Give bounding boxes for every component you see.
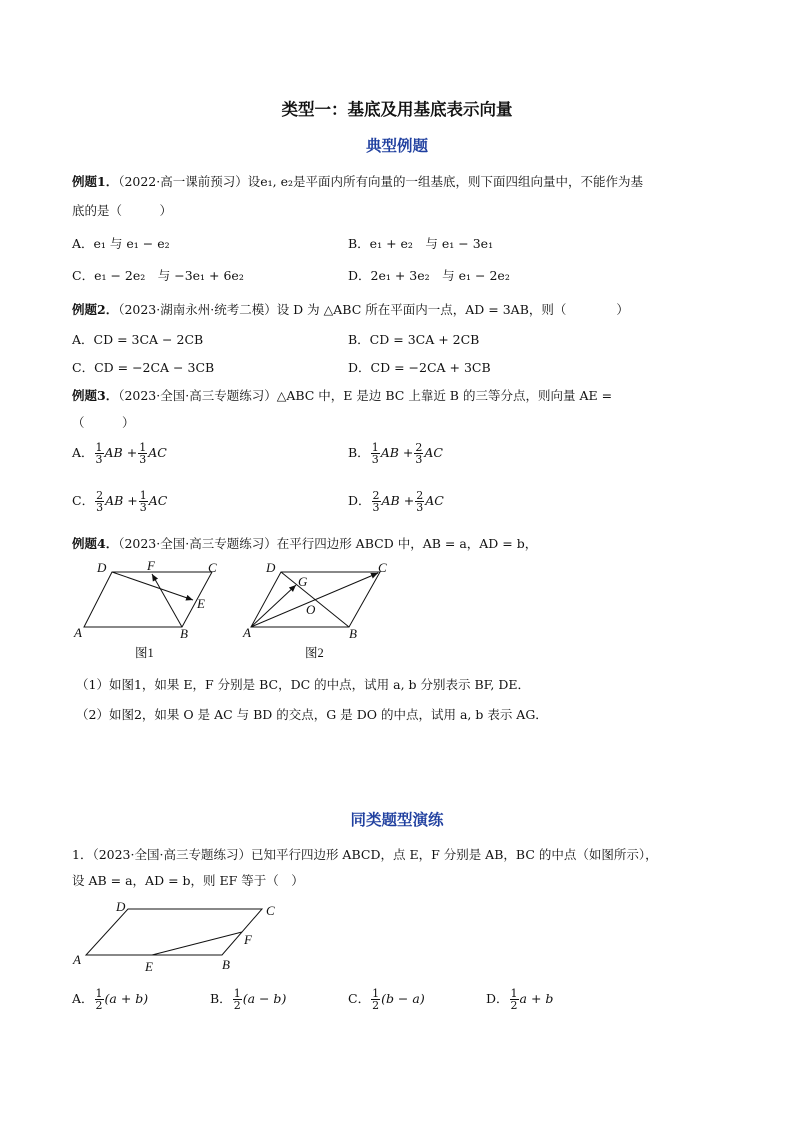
example-1-text: （2022·高一课前预习）设e₁, e₂是平面内所有向量的一组基底，则下面四组向量中，不能作为基 [118,174,644,189]
figure-2-caption: 图2 [305,646,324,660]
example-4-label: 例题4． [72,536,119,551]
example-3-option-d: D． $\frac{2}{3}$ AB + $\frac{2}{3}$ AC [348,489,444,514]
fraction: $\frac{2}{3}$ [372,489,380,514]
fraction: $\frac{1}{3}$ [95,441,103,466]
point-d-label: D [116,899,126,914]
practice-option-a: A． $\frac{1}{2}$ (a + b) [72,987,149,1012]
example-3-stem-cont: （ ） [72,415,135,430]
fraction: $\frac{2}{3}$ [96,489,104,514]
fraction: $\frac{1}{2}$ [95,987,103,1012]
practice-question-1: 1．（2023·全国·高三专题练习）已知平行四边形 ABCD，点 E，F 分别是 AB，BC 的中点（如图所示）， [72,847,658,862]
practice-option-b: B． $\frac{1}{2}$ (a − b) [210,987,287,1012]
fraction: $\frac{2}{3}$ [415,441,423,466]
example-3-text: （2023·全国·高三专题练习）△ABC 中，E 是边 BC 上靠近 B 的三等分点，则向量 AE = [118,388,613,403]
point-g-label: G [298,574,308,589]
section-subtitle: 典型例题 [365,137,428,155]
example-3-option-a: A． $\frac{1}{3}$ AB + $\frac{1}{3}$ AC [72,441,167,466]
option-letter: C． [72,493,95,508]
point-f-label: F [244,932,252,947]
fraction: $\frac{1}{3}$ [139,489,147,514]
example-3-stem [72,386,612,404]
point-c-label: C [208,560,217,575]
option-letter: B． [348,445,370,460]
practice-option-c: C． $\frac{1}{2}$ (b − a) [348,987,425,1012]
point-b-label: B [349,626,357,641]
example-1-option-a: A．e₁ 与 e₁ − e₂ [72,236,170,251]
option-letter: D． [348,493,371,508]
example-2-option-d: D．CD = −2CA + 3CB [348,360,491,375]
example-3-option-b: B． $\frac{1}{3}$ AB + $\frac{2}{3}$ AC [348,441,443,466]
vector-ag [251,585,296,627]
example-1-option-c: C．e₁ − 2e₂ 与 −3e₁ + 6e₂ [72,268,244,283]
fraction: $\frac{2}{3}$ [416,489,424,514]
example-4-text: （2023·全国·高三专题练习）在平行四边形 ABCD 中，AB = a，AD = b， [118,536,538,551]
point-b-label: B [222,957,230,972]
point-f-label: F [147,558,155,573]
example-2-text: （2023·湖南永州·统考二模）设 D 为 △ABC 所在平面内一点，AD = 3AB，则（ ） [118,302,629,317]
fraction: $\frac{1}{2}$ [510,987,518,1012]
example-2-stem [72,300,629,318]
point-a-label: A [74,625,82,640]
practice-figure [70,898,292,976]
segment-ef [152,932,242,955]
point-a-label: A [243,625,251,640]
example-2-label: 例题2． [72,302,119,317]
example-2-option-a: A．CD = 3CA − 2CB [72,332,204,347]
practice-option-d: D． $\frac{1}{2}$ a + b [486,987,554,1012]
example-3-label: 例题3． [72,388,119,403]
point-d-label: D [266,560,276,575]
vector-ac [251,573,378,627]
example-3-option-c: C． $\frac{2}{3}$ AB + $\frac{1}{3}$ AC [72,489,168,514]
page-title: 类型一：基底及用基底表示向量 [281,100,513,119]
figure-2-parallelogram [238,556,398,662]
example-2-option-c: C．CD = −2CA − 3CB [72,360,215,375]
point-e-label: E [145,959,153,974]
example-4-stem [72,534,537,552]
example-1-stem [72,172,643,190]
option-letter: A． [72,445,94,460]
point-d-label: D [97,560,107,575]
figure-1-caption: 图1 [135,646,154,660]
practice-subtitle: 同类题型演练 [350,811,444,829]
example-1-option-d: D．2e₁ + 3e₂ 与 e₁ − 2e₂ [348,268,510,283]
point-b-label: B [180,626,188,641]
example-2-option-b: B．CD = 3CA + 2CB [348,332,480,347]
point-c-label: C [266,903,275,918]
example-1-label: 例题1． [72,174,119,189]
practice-question-1-cont: 设 AB = a，AD = b，则 EF 等于（ ） [72,873,304,888]
vector-bf [152,574,182,627]
fraction: $\frac{1}{2}$ [372,987,380,1012]
point-a-label: A [73,952,81,967]
vector-de [112,572,193,600]
example-1-stem-cont: 底的是（ ） [72,203,173,218]
figure-1-parallelogram [68,556,228,662]
fraction: $\frac{1}{3}$ [139,441,147,466]
fraction: $\frac{1}{3}$ [371,441,379,466]
point-o-label: O [306,602,316,617]
parallelogram-abcd [86,909,262,955]
example-1-option-b: B．e₁ + e₂ 与 e₁ − 3e₁ [348,236,494,251]
point-e-label: E [197,596,205,611]
point-c-label: C [378,560,387,575]
example-4-part-2: （2）如图2，如果 O 是 AC 与 BD 的交点，G 是 DO 的中点，试用 a, b 表示 AG． [76,707,548,722]
example-4-part-1: （1）如图1，如果 E，F 分别是 BC，DC 的中点，试用 a, b 分别表示 BF, DE． [76,677,530,692]
fraction: $\frac{1}{2}$ [233,987,241,1012]
diagonal-bd [281,572,349,627]
